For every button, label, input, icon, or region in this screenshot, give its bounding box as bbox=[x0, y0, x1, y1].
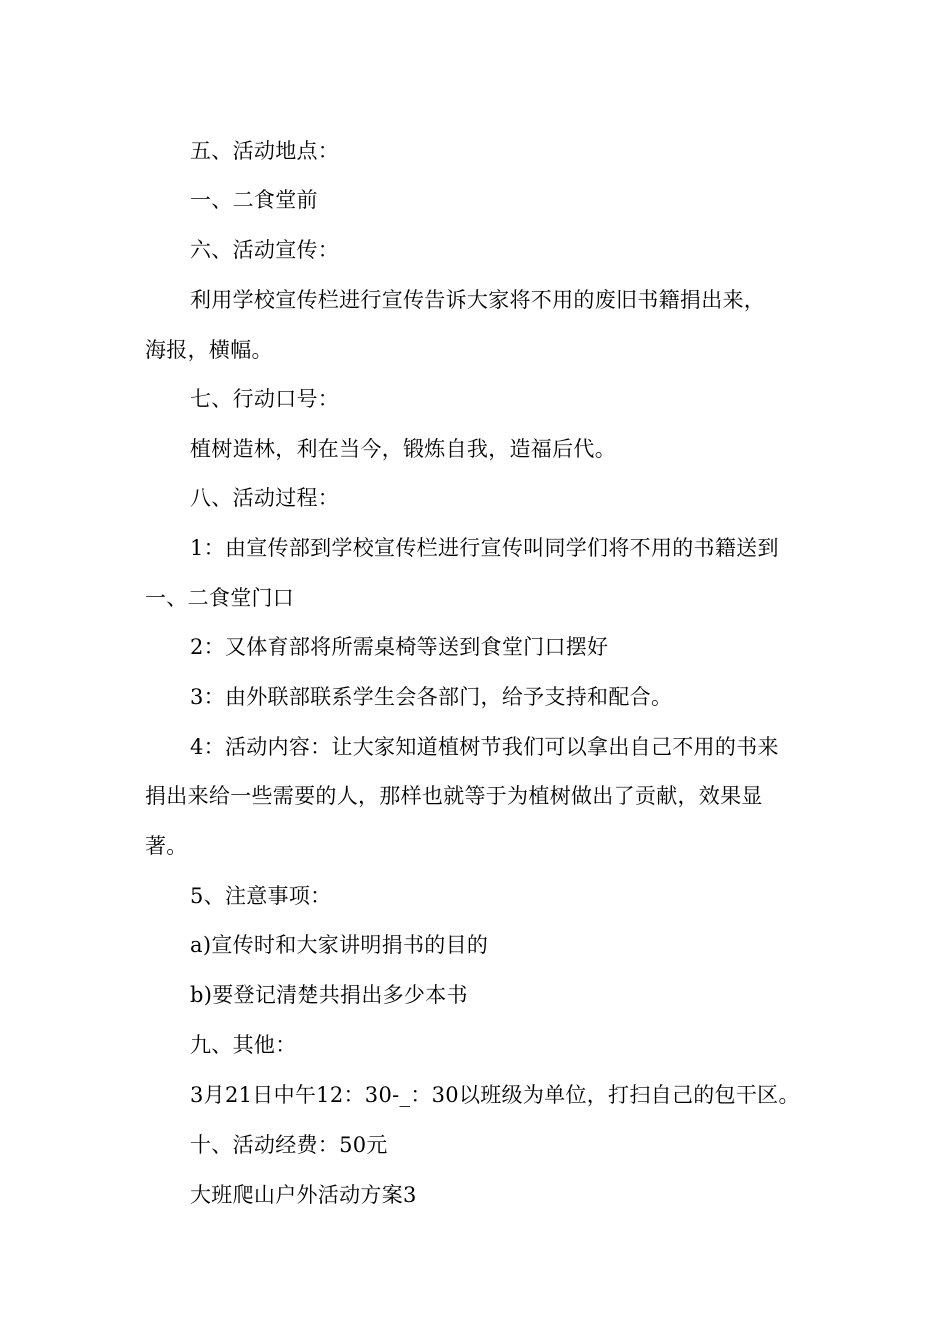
note-b-text: b)要登记清楚共捐出多少本书 bbox=[190, 983, 468, 1007]
section-7-heading: 七、行动口号： bbox=[190, 387, 340, 411]
section-6-heading: 六、活动宣传： bbox=[190, 238, 340, 262]
section-10-budget: 十、活动经费：50元 bbox=[190, 1133, 388, 1157]
step-2-text: 2：又体育部将所需桌椅等送到食堂门口摆好 bbox=[190, 635, 609, 659]
location-text: 一、二食堂前 bbox=[190, 188, 318, 212]
step-4-line-1: 4：活动内容：让大家知道植树节我们可以拿出自己不用的书来 bbox=[190, 735, 779, 759]
section-9-heading: 九、其他： bbox=[190, 1033, 297, 1057]
next-plan-title: 大班爬山户外活动方案3 bbox=[190, 1183, 417, 1207]
notes-heading: 5、注意事项： bbox=[190, 884, 332, 908]
section-5-heading: 五、活动地点： bbox=[190, 139, 340, 163]
step-4-line-3: 著。 bbox=[145, 834, 188, 858]
section-8-heading: 八、活动过程： bbox=[190, 486, 340, 510]
publicity-paragraph-line-1: 利用学校宣传栏进行宣传告诉大家将不用的废旧书籍捐出来， bbox=[190, 288, 766, 312]
other-text: 3月21日中午12：30-_：30以班级为单位，打扫自己的包干区。 bbox=[190, 1083, 800, 1107]
slogan-text: 植树造林，利在当今，锻炼自我，造福后代。 bbox=[190, 437, 616, 461]
note-a-text: a)宣传时和大家讲明捐书的目的 bbox=[190, 933, 489, 957]
step-1-line-2: 一、二食堂门口 bbox=[145, 586, 295, 610]
step-1-line-1: 1：由宣传部到学校宣传栏进行宣传叫同学们将不用的书籍送到 bbox=[190, 536, 779, 560]
step-3-text: 3：由外联部联系学生会各部门，给予支持和配合。 bbox=[190, 685, 673, 709]
publicity-paragraph-line-2: 海报，横幅。 bbox=[145, 338, 273, 362]
step-4-line-2: 捐出来给一些需要的人，那样也就等于为植树做出了贡献，效果显 bbox=[145, 784, 763, 808]
